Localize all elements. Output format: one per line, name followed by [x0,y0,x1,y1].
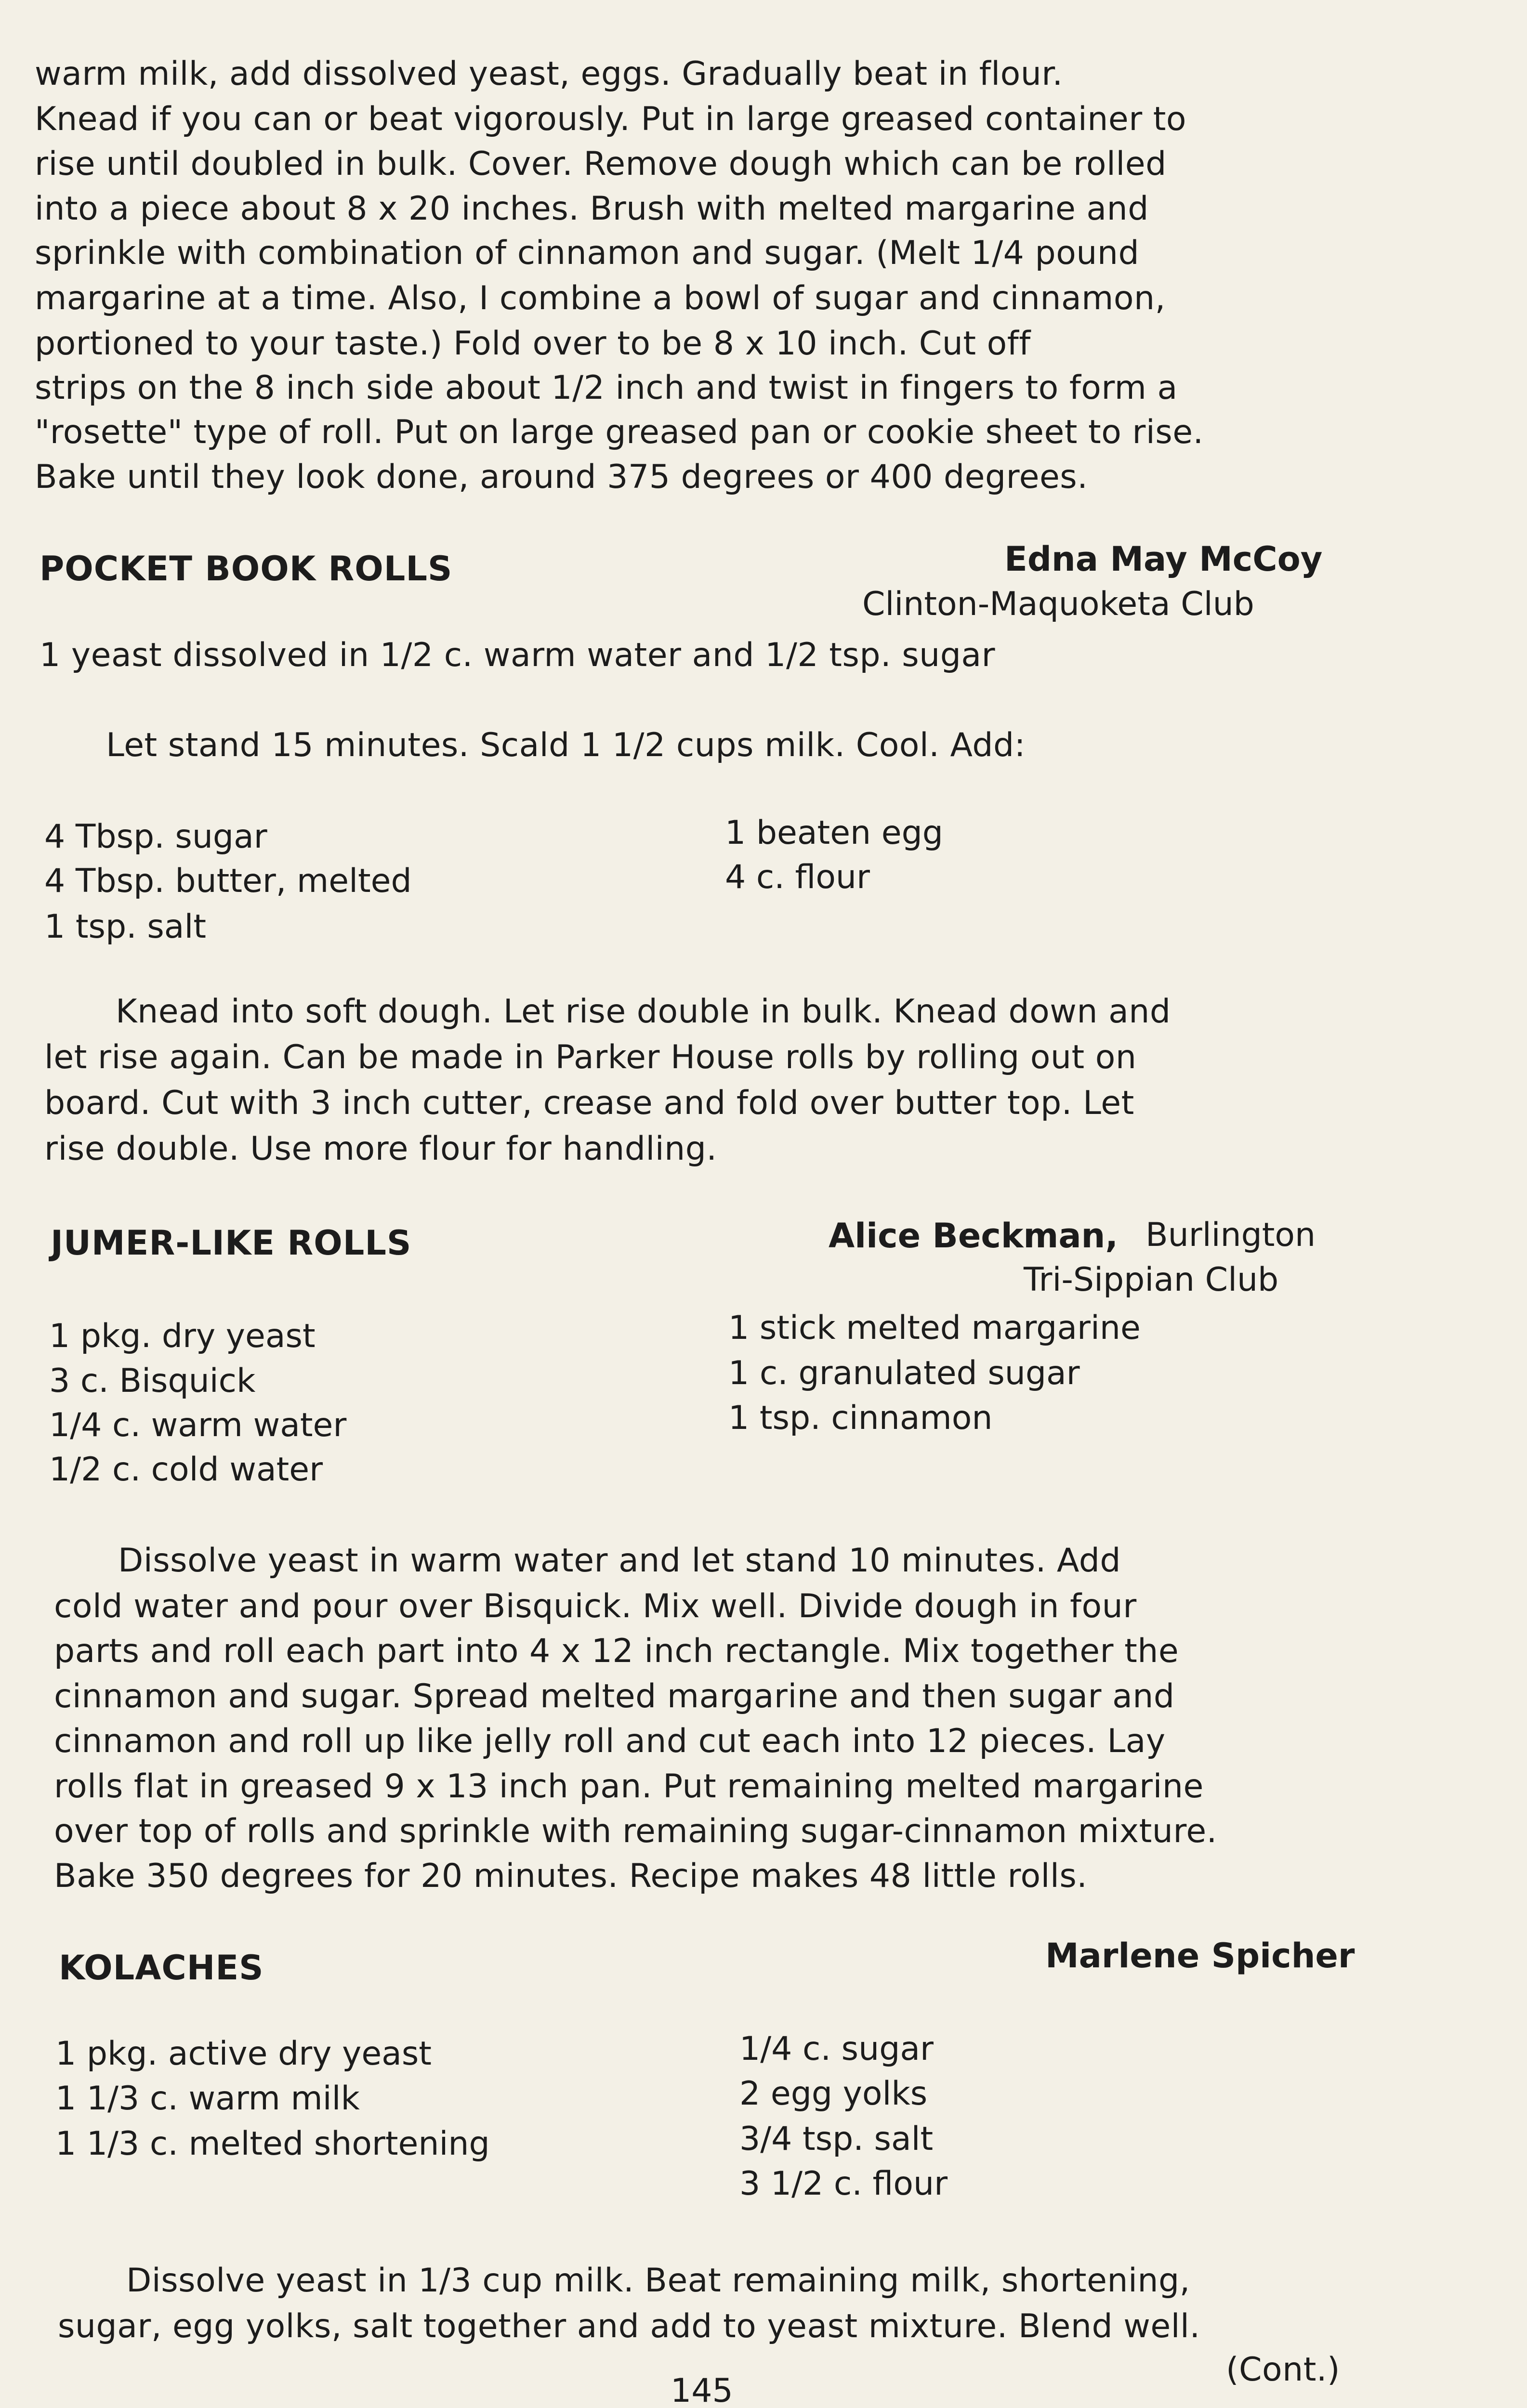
ingredient: 1 tsp. salt [44,908,207,946]
recipe-line: parts and roll each part into 4 x 12 inch rectangle. Mix together the [54,1632,1179,1670]
intro-line: sprinkle with combination of cinnamon and sugar. (Melt 1/4 pound [35,234,1140,272]
recipe-title: JUMER-LIKE ROLLS [51,1223,412,1263]
ingredient: 1 stick melted margarine [728,1309,1141,1347]
ingredient: 1/4 c. sugar [739,2030,934,2068]
page-number: 145 [671,2372,733,2408]
recipe-line: rolls flat in greased 9 x 13 inch pan. Put remaining melted margarine [54,1767,1204,1806]
ingredient: 3/4 tsp. salt [739,2120,934,2158]
recipe-title: KOLACHES [59,1948,264,1988]
ingredient: 1/2 c. cold water [49,1451,323,1489]
recipe-city: Burlington [1145,1216,1316,1254]
ingredient: 1 1/3 c. melted shortening [55,2125,490,2163]
ingredient: 4 c. flour [725,858,870,896]
recipe-author: Edna May McCoy [1004,539,1323,579]
recipe-line: over top of rolls and sprinkle with remaining sugar-cinnamon mixture. [54,1812,1217,1850]
recipe-line: cinnamon and sugar. Spread melted margarine and then sugar and [54,1677,1175,1715]
recipe-club: Tri-Sippian Club [1024,1261,1279,1299]
ingredient: 1 c. granulated sugar [728,1354,1080,1392]
recipe-club: Clinton-Maquoketa Club [862,585,1254,623]
recipe-line: Let stand 15 minutes. Scald 1 1/2 cups milk. Cool. Add: [106,726,1026,764]
ingredient: 1 tsp. cinnamon [728,1399,993,1437]
ingredient: 1 1/3 c. warm milk [55,2080,360,2118]
intro-line: strips on the 8 inch side about 1/2 inch and twist in fingers to form a [35,369,1178,407]
intro-line: Bake until they look done, around 375 degrees or 400 degrees. [35,458,1088,496]
recipe-line: Bake 350 degrees for 20 minutes. Recipe makes 48 little rolls. [54,1857,1088,1895]
recipe-line: Dissolve yeast in warm water and let stand 10 minutes. Add [118,1542,1121,1580]
ingredient: 4 Tbsp. butter, melted [44,862,412,900]
recipe-line: sugar, egg yolks, salt together and add to yeast mixture. Blend well. [58,2307,1200,2345]
intro-line: warm milk, add dissolved yeast, eggs. Gradually beat in flour. [35,55,1063,93]
intro-line: "rosette" type of roll. Put on large greased pan or cookie sheet to rise. [35,413,1204,451]
recipe-title: POCKET BOOK ROLLS [39,549,453,589]
recipe-line: rise double. Use more flour for handling. [44,1130,717,1168]
recipe-line: Knead into soft dough. Let rise double in bulk. Knead down and [116,993,1171,1031]
ingredient: 3 1/2 c. flour [739,2165,948,2203]
ingredient: 2 egg yolks [739,2075,928,2113]
recipe-line: cinnamon and roll up like jelly roll and cut each into 12 pieces. Lay [54,1722,1166,1760]
recipe-line: board. Cut with 3 inch cutter, crease and fold over butter top. Let [44,1084,1134,1122]
intro-line: margarine at a time. Also, I combine a bowl of sugar and cinnamon, [35,279,1166,317]
intro-line: portioned to your taste.) Fold over to be 8 x 10 inch. Cut off [35,325,1031,363]
recipe-author: Alice Beckman, [829,1216,1118,1256]
ingredient: 1 pkg. active dry yeast [55,2035,432,2073]
recipe-line: Dissolve yeast in 1/3 cup milk. Beat remaining milk, shortening, [126,2262,1190,2300]
ingredient: 1 beaten egg [725,814,943,852]
ingredient: 3 c. Bisquick [49,1362,256,1400]
ingredient: 1 pkg. dry yeast [49,1317,316,1355]
ingredient: 1/4 c. warm water [49,1406,347,1444]
intro-line: into a piece about 8 x 20 inches. Brush with melted margarine and [35,190,1149,228]
recipe-author: Marlene Spicher [1045,1936,1355,1976]
ingredient: 4 Tbsp. sugar [44,818,267,856]
intro-line: rise until doubled in bulk. Cover. Remove dough which can be rolled [35,145,1167,183]
recipe-line: cold water and pour over Bisquick. Mix well. Divide dough in four [54,1587,1137,1625]
recipe-line: let rise again. Can be made in Parker House rolls by rolling out on [44,1038,1137,1076]
recipe-line: 1 yeast dissolved in 1/2 c. warm water and 1/2 tsp. sugar [39,636,996,674]
intro-line: Knead if you can or beat vigorously. Put in large greased container to [35,100,1187,138]
continued-note: (Cont.) [1226,2351,1341,2389]
